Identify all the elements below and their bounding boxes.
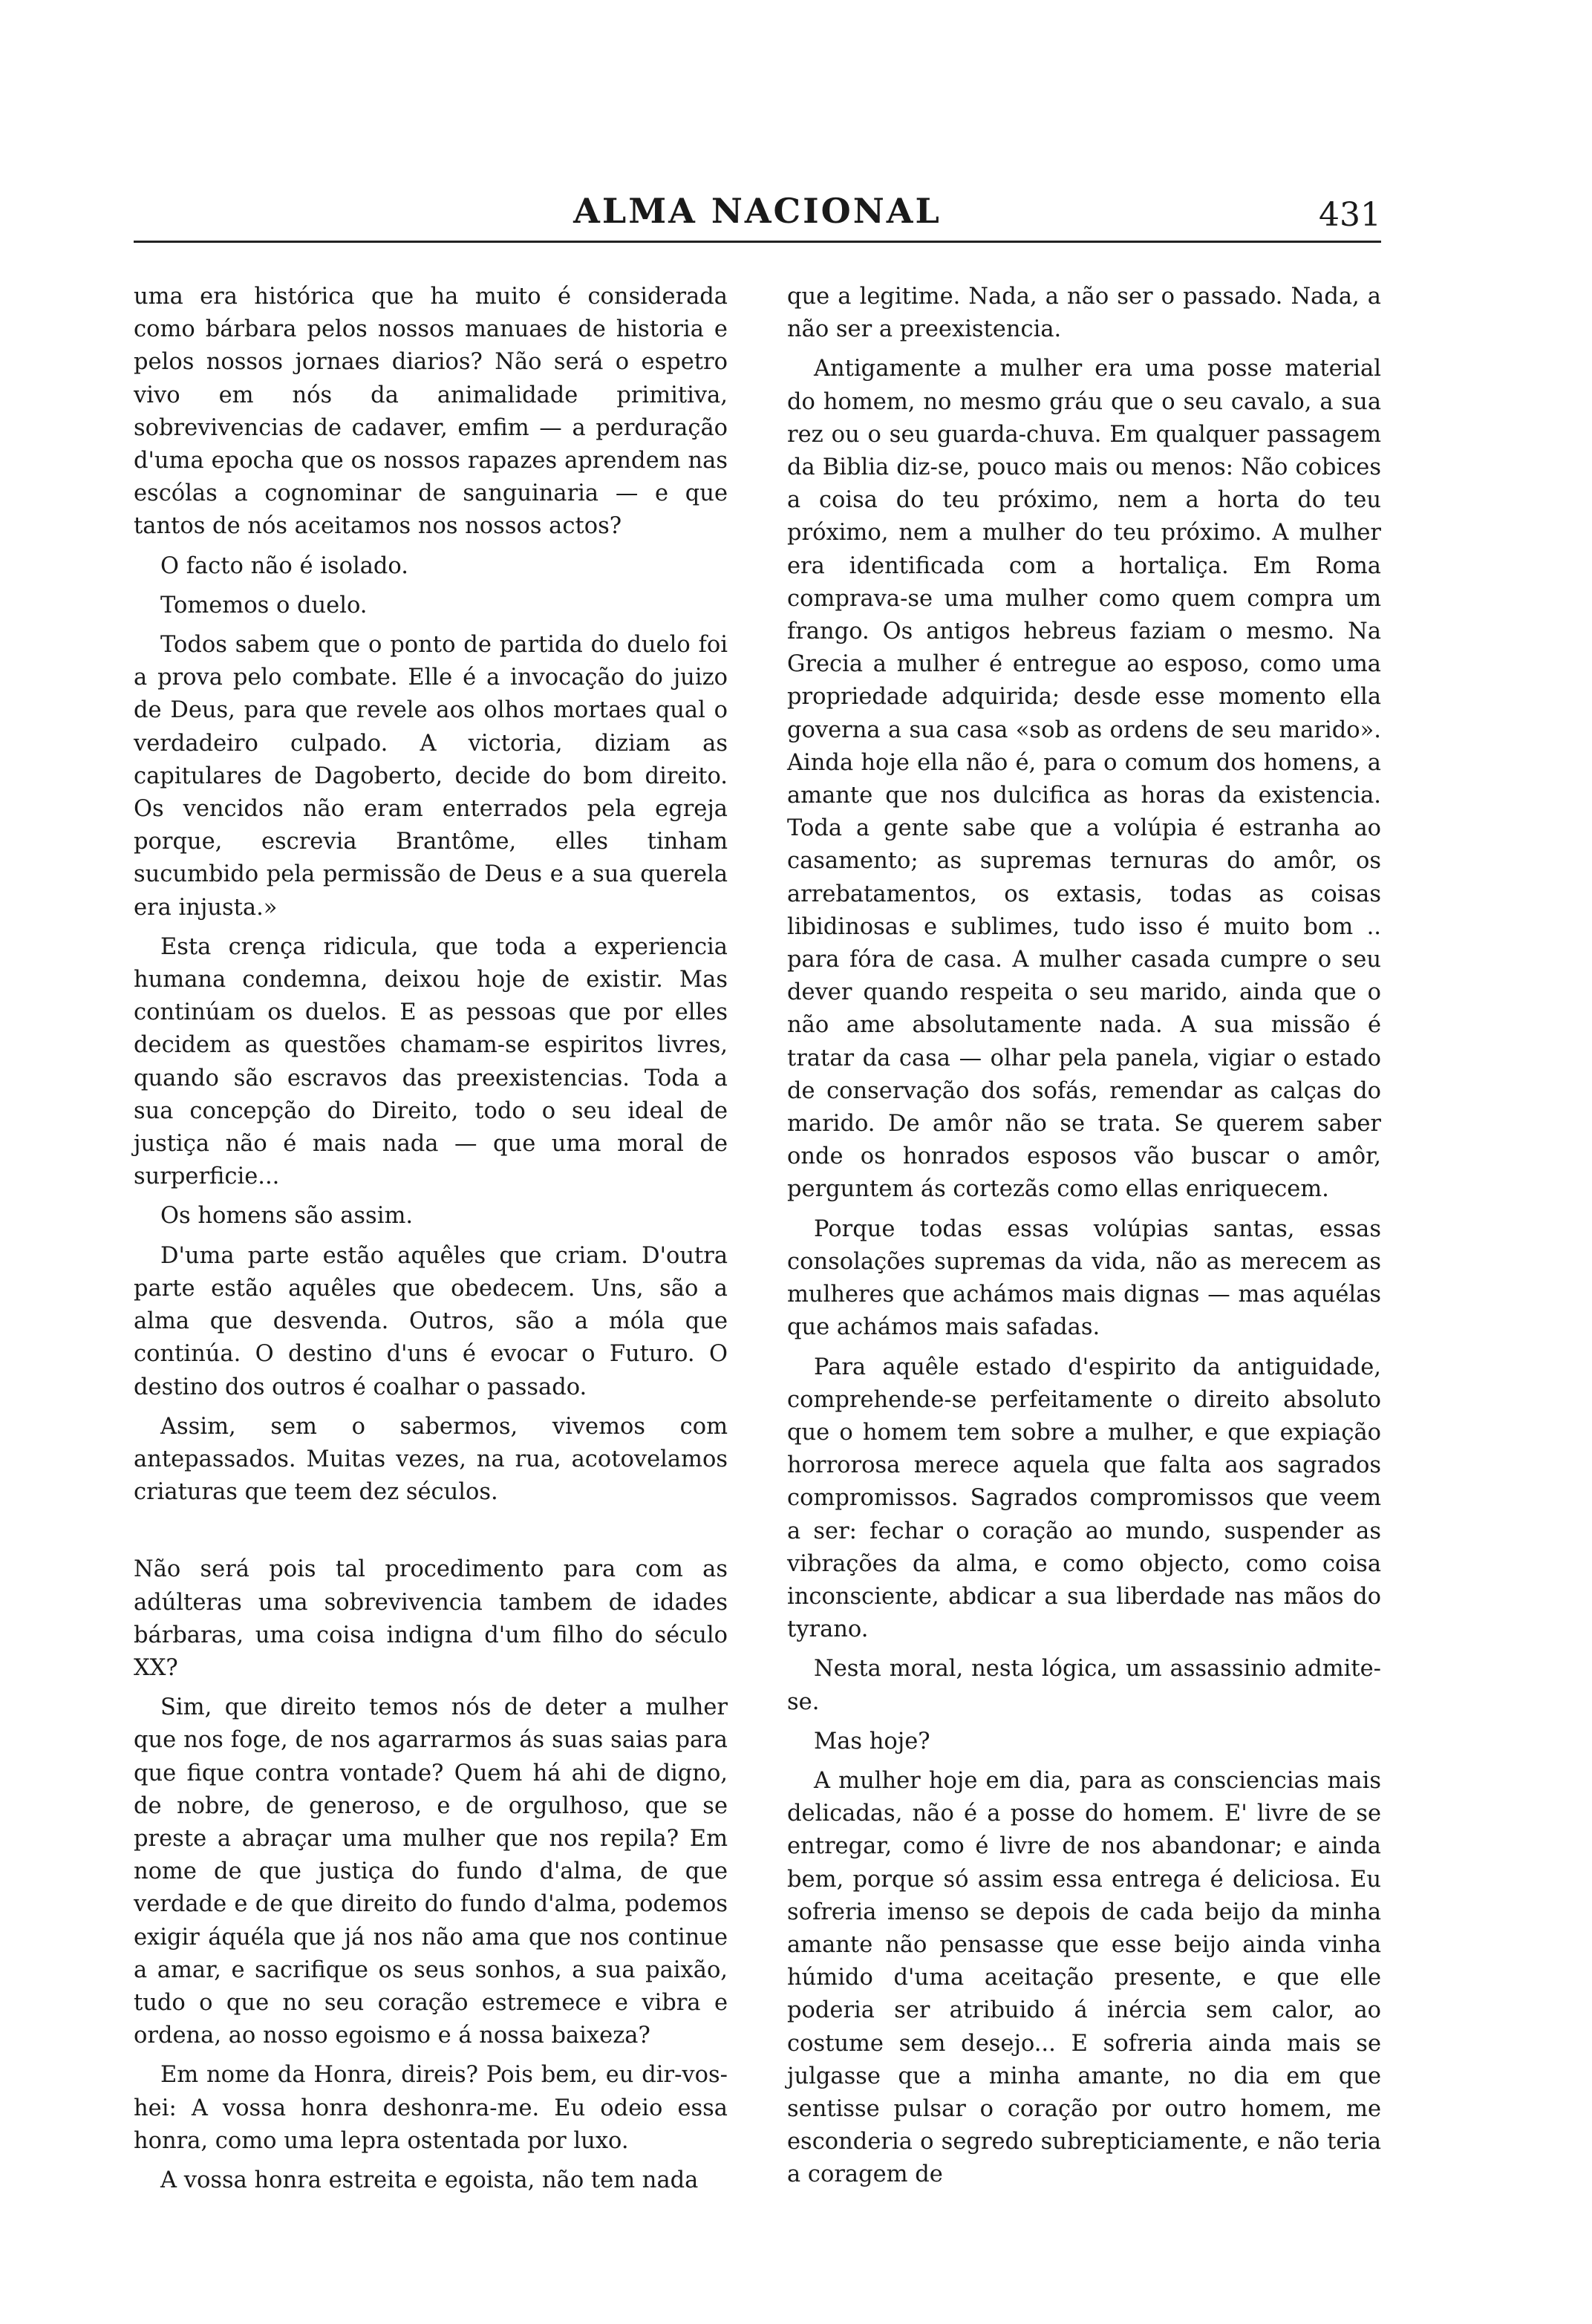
- journal-title: ALMA NACIONAL: [573, 191, 942, 231]
- paragraph: Os homens são assim.: [160, 1203, 414, 1230]
- paragraph: Mas hoje?: [814, 1728, 930, 1755]
- paragraph: Sim, que direito temos nós de deter a mulher que nos foge, de nos agarrarmos ás suas saias para que fique contra vontade? Quem há ahi de digno, de nobre, de generoso, e de orgulhoso, que se preste a abraçar uma mulher que nos repila? Em nome de que justiça do fundo d'alma, de que verdade e de que direito do fundo d'alma, podemos exigir áquéla que já nos não ama que nos continue a amar, e sacrifique os seus sonhos, a sua paixão, tudo o que no seu coração estremece e vibra e ordena, ao nosso egoismo e á nossa baixeza?: [134, 1694, 728, 2049]
- paragraph: Para aquêle estado d'espirito da antiguidade, comprehende-se perfeitamente o direito absoluto que o homem tem sobre a mulher, e que expiação horrorosa merece aquela que falta aos sagrados compromissos. Sagrados compromissos que veem a ser: fechar o coração ao mundo, suspender as vibrações da alma, e como objecto, como coisa inconsciente, abdicar a sua liberdade nas mãos do tyrano.: [787, 1354, 1381, 1643]
- paragraph: que a legitime. Nada, a não ser o passado. Nada, a não ser a preexistencia.: [787, 284, 1381, 343]
- page-number: 431: [1319, 196, 1381, 234]
- right-column: [787, 281, 1381, 2199]
- running-header: [134, 187, 1381, 243]
- paragraph: Antigamente a mulher era uma posse material do homem, no mesmo gráu que o seu cavalo, a sua rez ou o seu guarda-chuva. Em qualquer passagem da Biblia diz-se, pouco mais ou menos: Não cobices a coisa do teu próximo, nem a horta do teu próximo, nem a mulher do teu próximo. A mulher era identificada com a hortaliça. Em Roma comprava-se uma mulher como quem compra um frango. Os antigos hebreus faziam o mesmo. Na Grecia a mulher é entregue ao esposo, como uma propriedade adquirida; desde esse momento ella governa a sua casa «sob as ordens de seu marido». Ainda hoje ella não é, para o comum dos homens, a amante que nos dulcifica as horas da existencia. Toda a gente sabe que a volúpia é estranha ao casamento; as supremas ternuras do amôr, os arrebatamentos, os extasis, todas as coisas libidinosas e sublimes, tudo isso é muito bom .. para fóra de casa. A mulher casada cumpre o seu dever quando respeita o seu marido, ainda que o não ame absolutamente nada. A sua missão é tratar da casa — olhar pela panela, vigiar o estado de conservação dos sofás, remendar as calças do marido. De amôr não se trata. Se querem saber onde os honrados esposos vão buscar o amôr, perguntem ás cortezãs como ellas enriquecem.: [787, 356, 1381, 1203]
- paragraph: A vossa honra estreita e egoista, não tem nada: [160, 2167, 699, 2193]
- paragraph: Porque todas essas volúpias santas, essas consolações supremas da vida, não as merecem as mulheres que achámos mais dignas — mas aquélas que achámos mais safadas.: [787, 1215, 1381, 1341]
- paragraph: uma era histórica que ha muito é considerada como bárbara pelos nossos manuaes de historia e pelos nossos jornaes diarios? Não será o espetro vivo em nós da animalidade primitiva, sobrevivencias de cadaver, emfim — a perduração d'uma epocha que os nossos rapazes aprendem nas escólas a cognominar de sanguinaria — e que tantos de nós aceitamos nos nossos actos?: [134, 284, 728, 540]
- paragraph: O facto não é isolado.: [160, 552, 408, 579]
- paragraph: Assim, sem o sabermos, vivemos com antepassados. Muitas vezes, na rua, acotovelamos criaturas que teem dez séculos.: [134, 1413, 728, 1506]
- paragraph: Esta crença ridicula, que toda a experiencia humana condemna, deixou hoje de existir. Mas continúam os duelos. E as pessoas que por elles decidem as questões chamam-se espiritos livres, quando são escravos das preexistencias. Toda a sua concepção do Direito, todo o seu ideal de justiça não é mais nada — que uma moral de surperficie...: [134, 933, 728, 1190]
- left-column: [134, 281, 728, 2204]
- paragraph: A mulher hoje em dia, para as consciencias mais delicadas, não é a posse do homem. E' livre de se entregar, como é livre de nos abandonar; e ainda bem, porque só assim essa entrega é deliciosa. Eu sofreria imenso se depois de cada beijo da minha amante não pensasse que esse beijo ainda vinha húmido d'uma aceitação presente, e que elle poderia ser atribuido á inércia sem calor, ao costume sem desejo... E sofreria ainda mais se julgasse que a minha amante, no dia em que sentisse pulsar o coração por outro homem, me esconderia o segredo subrepticiamente, e não teria a coragem de: [787, 1767, 1381, 2188]
- paragraph: Nesta moral, nesta lógica, um assassinio admite-se.: [787, 1656, 1381, 1715]
- paragraph: Todos sabem que o ponto de partida do duelo foi a prova pelo combate. Elle é a invocação do juizo de Deus, para que revele aos olhos mortaes qual o verdadeiro culpado. A victoria, diziam as capitulares de Dagoberto, decide do bom direito. Os vencidos não eram enterrados pela egreja porque, escrevia Brantôme, elles tinham sucumbido pela permissão de Deus e a sua querela era injusta.»: [134, 632, 728, 921]
- paragraph: Em nome da Honra, direis? Pois bem, eu dir-vos-hei: A vossa honra deshonra-me. Eu odeio essa honra, como uma lepra ostentada por luxo.: [134, 2062, 728, 2154]
- paragraph: Não será pois tal procedimento para com as adúlteras uma sobrevivencia tambem de idades bárbaras, uma coisa indigna d'um filho do século XX?: [134, 1556, 728, 1681]
- paragraph: D'uma parte estão aquêles que criam. D'outra parte estão aquêles que obedecem. Uns, são a alma que desvenda. Outros, são a móla que continúa. O destino d'uns é evocar o Futuro. O destino dos outros é coalhar o passado.: [134, 1242, 728, 1400]
- paragraph: Tomemos o duelo.: [160, 592, 368, 618]
